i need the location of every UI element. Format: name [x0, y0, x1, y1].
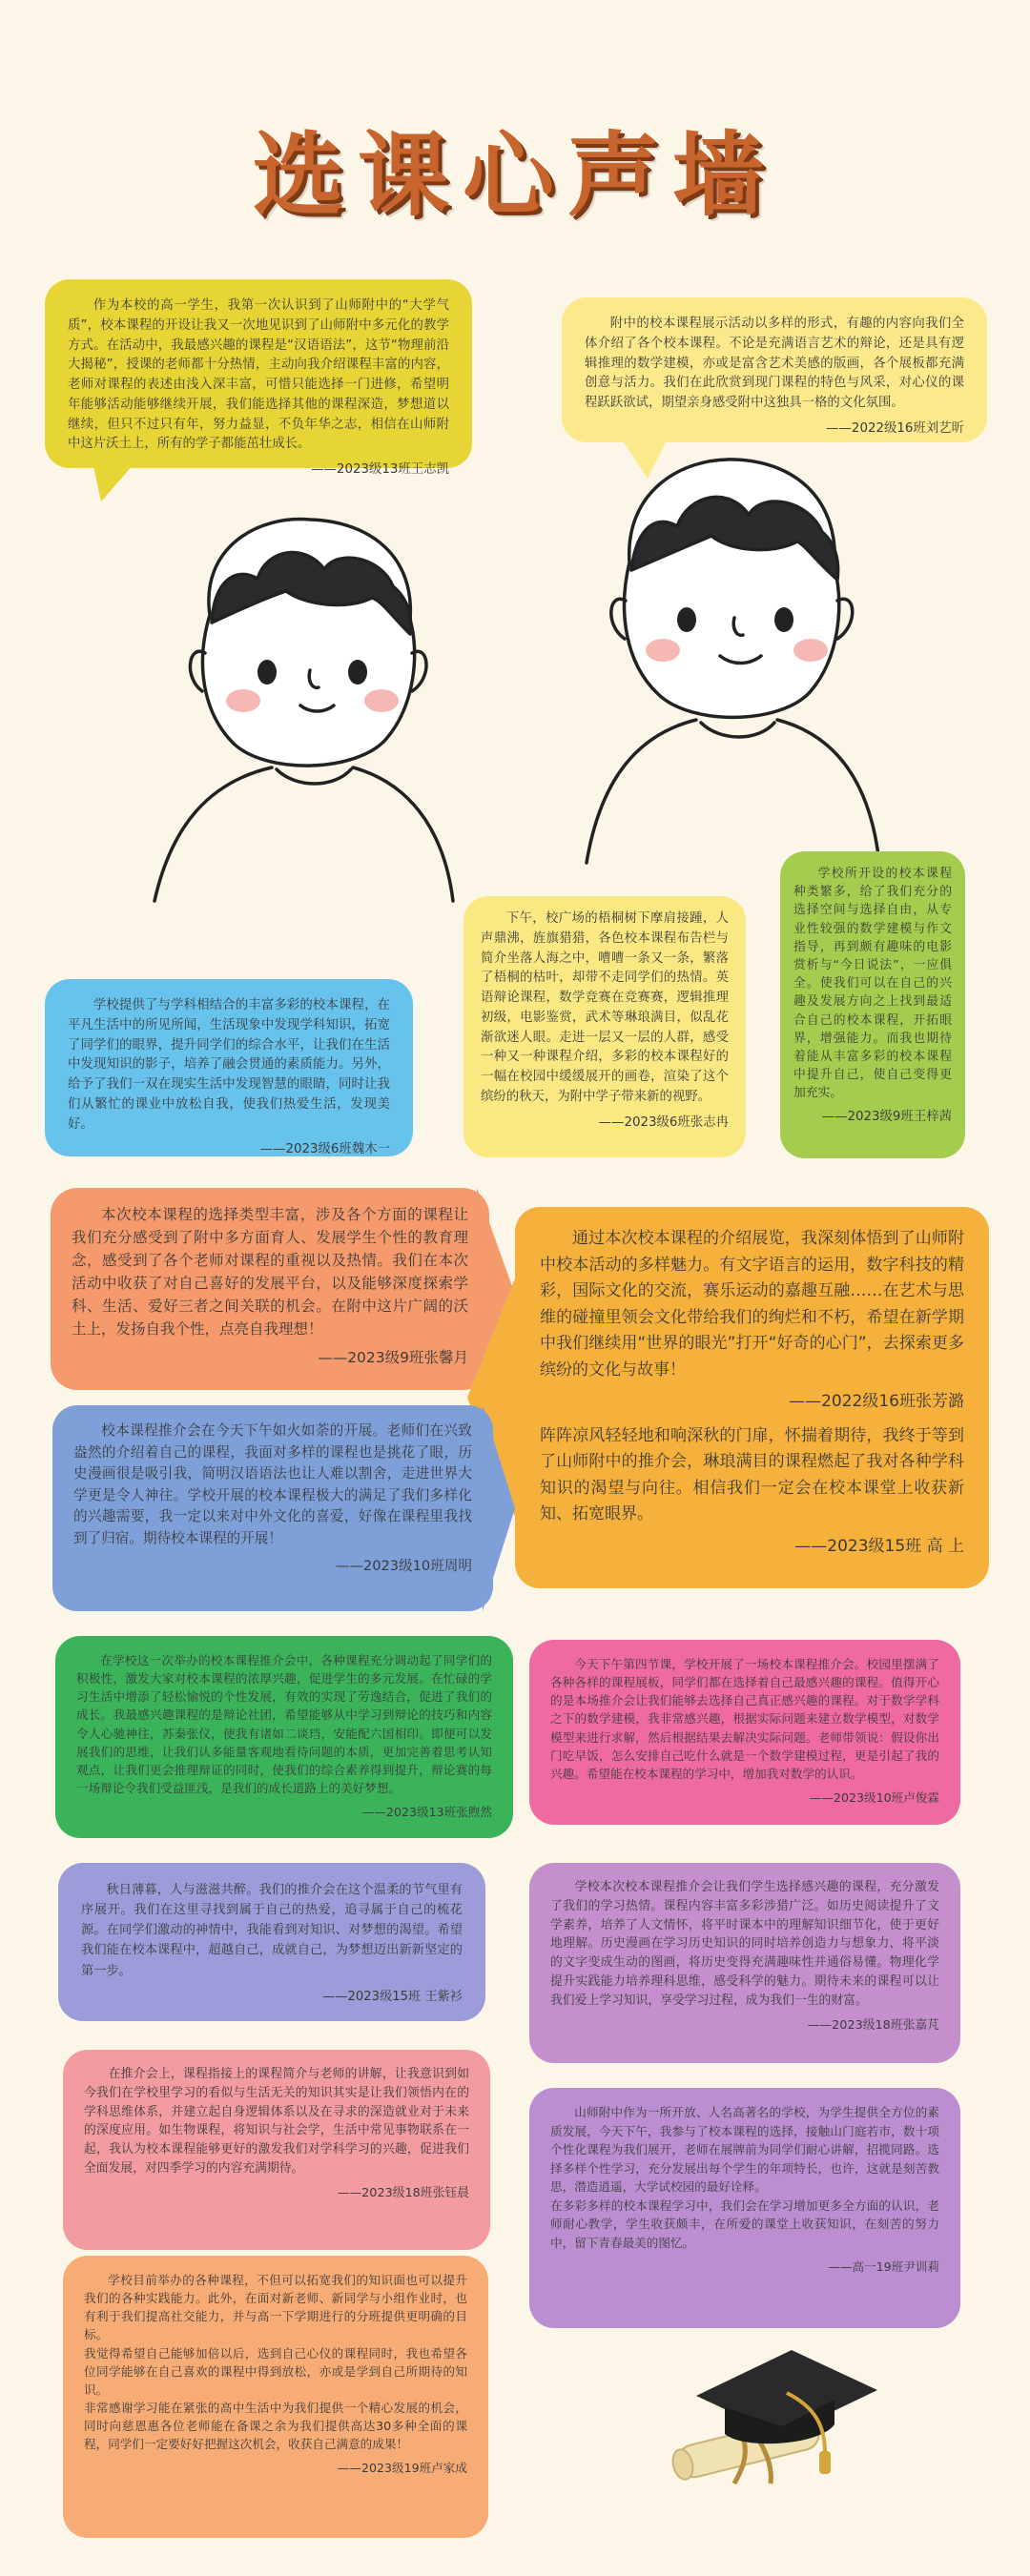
message-body: 下午，校广场的梧桐树下摩肩接踵，人声鼎沸，旌旗猎猎，各色校本课程布告栏与简介坐落人海之中，嘈嘈一条又一条，繁落了梧桐的枯叶，却带不走同学们的热情。英语辩论课程，数学竞赛在竞赛赛，逻辑推理初级，电影鉴赏，武术等琳琅满目，似乱花渐欲迷人眼。走进一层又一层的人群，感受一种又一种课程介绍，多彩的校本课程好的一幅在校园中缓缓展开的画卷，渲染了这个缤纷的秋天，为附中学子带来新的视野。 [481, 911, 729, 1104]
message-card-14 [529, 2088, 960, 2328]
message-body: 校本课程推介会在今天下午如火如荼的开展。老师们在兴致盎然的介绍着自己的课程，我面对多样的课程也是挑花了眼，历史漫画很是吸引我，简明汉语语法也让人难以割舍，走进世界大学更是令人神往。学校开展的校本课程极大的满足了我们多样化的兴趣需要，我一定以来对中外文化的喜爱，好像在课程里我找到了归宿。期待校本课程的开展！ [73, 1422, 472, 1547]
message-card-3 [45, 979, 413, 1156]
message-card-9 [55, 1636, 513, 1838]
message-signature: ——高一19班尹训莉 [828, 2259, 939, 2275]
message-body: 山师附中作为一所开放、人名高著名的学校，为学生提供全方位的素质发展，今天下午，我参与了校本课程的选择，接触山门庭若市，数十项个性化课程为我们展开，老师在展牌前为同学们耐心讲解，招揽同路。选择多样个性学习，充分发展出每个学生的年项特长，也许，这就是刻苦教思，潜造逍遥，大学试校园的最好诠释。 在多彩多样的校本课程学习中，我们会在学习增加更多全方面的认识，老师耐心教学，学生收获颇丰，在所爱的课堂上收获知识，在刻苦的努力中，留下青春最美的图忆。 [550, 2105, 939, 2250]
page-title: 选课心声墙 [253, 122, 777, 229]
message-card-8 [52, 1405, 493, 1611]
message-card-13 [63, 2050, 490, 2250]
boy-right-icon [572, 448, 887, 868]
message-card-1 [45, 279, 472, 478]
message-body: 作为本校的高一学生，我第一次认识到了山师附中的“大学气质”，校本课程的开设让我又一次地见识到了山师附中多元化的教学方式。在活动中，我最感兴趣的课程是“汉语语法”，这节“物理前沿大揭秘”，授课的老师都十分热情，主动向我介绍课程丰富的内容，老师对课程的表述由浅入深丰富，可惜只能选择一门进修，希望明年能够活动能够继续开展，我们能选择其他的课程深造，梦想道以继续，但只不过只有年，努力益显，不负年华之志，相信在山师附中这片沃土上，所有的学子都能茁壮成长。 [68, 298, 449, 452]
message-card-12 [529, 1863, 960, 2063]
message-card-4 [464, 896, 746, 1157]
message-body: 本次校本课程的选择类型丰富，涉及各个方面的课程让我们充分感受到了附中多方面育人、发展学生个性的教育理念，感受到了各个老师对课程的重视以及热情。我们在本次活动中收获了对自己喜好的发展平台，以及能够深度探索学科、生活、爱好三者之间关联的机会。在附中这片广阔的沃土上，发扬自我个性，点亮自我理想！ [72, 1206, 468, 1339]
message-signature: ——2022级16班刘艺昕 [826, 420, 964, 436]
message-card-15 [63, 2256, 488, 2538]
message-body: 阵阵凉风轻轻地和响深秋的门扉，怀揣着期待，我终于等到了山师附中的推介会，琳琅满目的课程燃起了我对各种学科知识的渴望与向往。相信我们一定会在校本课堂上收获新知、拓宽眼界。 [540, 1425, 964, 1524]
message-signature: ——2023级18班张嘉芃 [807, 2017, 939, 2033]
message-body: 学校所开设的校本课程种类繁多，给了我们充分的选择空间与选择自由，从专业性较强的数学建模与作文指导，再到颇有趣味的电影赏析与“今日说法”，一应俱全。使我们可以在自己的兴趣及发展方向之上找到最适合自己的校本课程，开拓眼界，增强能力。而我也期待着能从丰富多彩的校本课程中提升自己，使自己变得更加充实。 [793, 867, 952, 1101]
message-card-6 [51, 1188, 489, 1390]
message-body: 今天下午第四节课，学校开展了一场校本课程推介会。校园里摆满了各种各样的课程展板，同学们都在选择着自己最感兴趣的课程。值得开心的是本场推介会让我们能够去选择自己真正感兴趣的课程。对于数学学科之下的数学建模，我非常感兴趣，根据实际问题来建立数学模型，对数学模型来进行求解，然后根据结果去解决实际问题。老师带领说：假设你出门吃早饭，怎么安排自己吃什么就是一个数学建模过程，更是引起了我的兴趣。希望能在校本课程的学习中，增加我对数学的认识。 [550, 1657, 939, 1781]
message-signature: ——2022级16班张芳潞 [789, 1392, 964, 1412]
message-card-7 [515, 1207, 989, 1588]
message-signature: ——2023级10班周明 [335, 1557, 472, 1574]
message-signature: ——2023级9班王梓茜 [821, 1110, 952, 1125]
message-card-2 [562, 297, 987, 442]
message-signature: ——2023级6班张志冉 [598, 1114, 729, 1130]
message-body: 学校本次校本课程推介会让我们学生选择感兴趣的课程，充分激发了我们的学习热情。课程内容丰富多彩涉猎广泛。如历史阅读提升了文学素养，培养了人文情怀，将平时课本中的理解知识细节化，使于更好地理解。历史漫画在学习历史知识的同时培养创造力与想象力，将平淡的文字变成生动的图画，将历史变得充满趣味性并通俗易懂。物理化学提升实践能力培养理科思维，感受科学的魅力。期待未来的课程可以让我们爱上学习知识，享受学习过程，成为我们一生的财富。 [550, 1880, 939, 2008]
message-signature: ——2023级13班张煦然 [361, 1805, 492, 1820]
message-signature: ——2023级10班卢俊霖 [809, 1789, 939, 1805]
message-body: 秋日薄暮，人与滋滋共醉。我们的推介会在这个温柔的节气里有序展开。我们在这里寻找到属于自己的热爱，追寻属于自己的梳花源。在同学们激动的神情中，我能看到对知识、对梦想的渴望。希望我们能在校本课程中，超越自己，成就自己，为梦想迈出新新坚定的第一步。 [81, 1883, 463, 1978]
boy-left-icon [143, 510, 458, 910]
message-signature: ——2023级13班王志凯 [311, 462, 449, 478]
message-signature: ——2023级15班 高 上 [794, 1536, 964, 1556]
message-body: 学校目前举办的各种课程，不但可以拓宽我们的知识面也可以提升我们的各种实践能力。此外，在面对新老师、新同学与小组作业时，也有利于我们提高社交能力，并与高一下学期进行的分班提供更明确的目标。 我觉得希望自己能够加倍以后，选到自己心仪的课程同时，我也希望各位同学能够在自己喜欢的课程中得到放松，亦或是学到自己所期待的知识。 非常感谢学习能在紧张的高中生活中为我们提供一个精心发展的机会，同时向慈恩惠各位老师能在备课之余为我们提供高达30多种全面的课程，同学们一定要好好把握这次机会，收获自己满意的成果！ [84, 2273, 467, 2452]
message-signature: ——2023级6班魏木一 [259, 1142, 390, 1157]
message-signature: ——2023级15班 王紫衫 [322, 1989, 463, 2004]
message-card-11 [58, 1863, 485, 2021]
message-card-5 [780, 851, 965, 1158]
message-body: 在推介会上，课程指接上的课程简介与老师的讲解，让我意识到如今我们在学校里学习的看似与生活无关的知识其实是让我们领悟内在的学科思维体系，并建立起自身逻辑体系以及在寻求的深造就业对于未来的深度应用。如生物课程，将知识与社会学，生活中常见事物联系在一起，我认为校本课程能够更好的激发我们对学科学习的兴趣，促进我们全面发展，对四季学习的内容充满期待。 [84, 2067, 469, 2177]
message-signature: ——2023级18班张钰晨 [337, 2185, 469, 2200]
message-body: 在学校这一次举办的校本课程推介会中，各种课程充分调动起了同学们的积极性，激发大家对校本课程的浓厚兴趣，促进学生的多元发展。在忙碌的学习生活中增添了轻松愉悦的个性发展，有效的实现了劳逸结合，促进了我们的成长。我最感兴趣课程的是辩论社团，希望能够从中学习到辩论的技巧和内容令人心驰神往，苏秦张仪，使我有诸如二谈珰，安能配六国相印。即便可以发展我们的思维，让我们认多能量客观地看待问题的本质，更加完善着思考认知观点，让我们更会推理辩证的同时，使我们的综合素养得到提升，辩论赛的每一场辩论令我们受益匪浅，是我们的成长道路上的美好梦想。 [76, 1653, 492, 1795]
message-body: 学校提供了与学科相结合的丰富多彩的校本课程，在平凡生活中的所见所闻，生活现象中发现学科知识，拓宽了同学们的眼界，提升同学们的综合水平，让我们在生活中发现知识的影子，培养了融会贯通的素质能力。另外，给予了我们一双在现实生活中发现智慧的眼睛，同时让我们从繁忙的课业中放松自我，使我们热爱生活，发现美好。 [68, 998, 390, 1132]
message-signature: ——2023级19班卢家成 [337, 2461, 467, 2476]
message-card-10 [529, 1640, 960, 1825]
message-signature: ——2023级9班张馨月 [318, 1349, 468, 1367]
graduation-cap-icon [658, 2341, 887, 2503]
message-body: 附中的校本课程展示活动以多样的形式，有趣的内容向我们全体介绍了各个校本课程。不论是充满语言艺术的辩论，还是具有逻辑推理的数学建模，亦或是富含艺术美感的版画，各个展板都充满创意与活力。我们在此欣赏到现门课程的特色与风采，对心仪的课程跃跃欲试，期望亲身感受附中这独具一格的文化氛围。 [585, 317, 964, 411]
message-body: 通过本次校本课程的介绍展览，我深刻体悟到了山师附中校本活动的多样魅力。有文字语言的运用，数字科技的精彩，国际文化的交流，赛乐运动的嘉趣互融……在艺术与思维的碰撞里领会文化带给我们的绚烂和不朽，希望在新学期中我们继续用“世界的眼光”打开“好奇的心门”，去探索更多缤纷的文化与故事！ [540, 1229, 964, 1380]
